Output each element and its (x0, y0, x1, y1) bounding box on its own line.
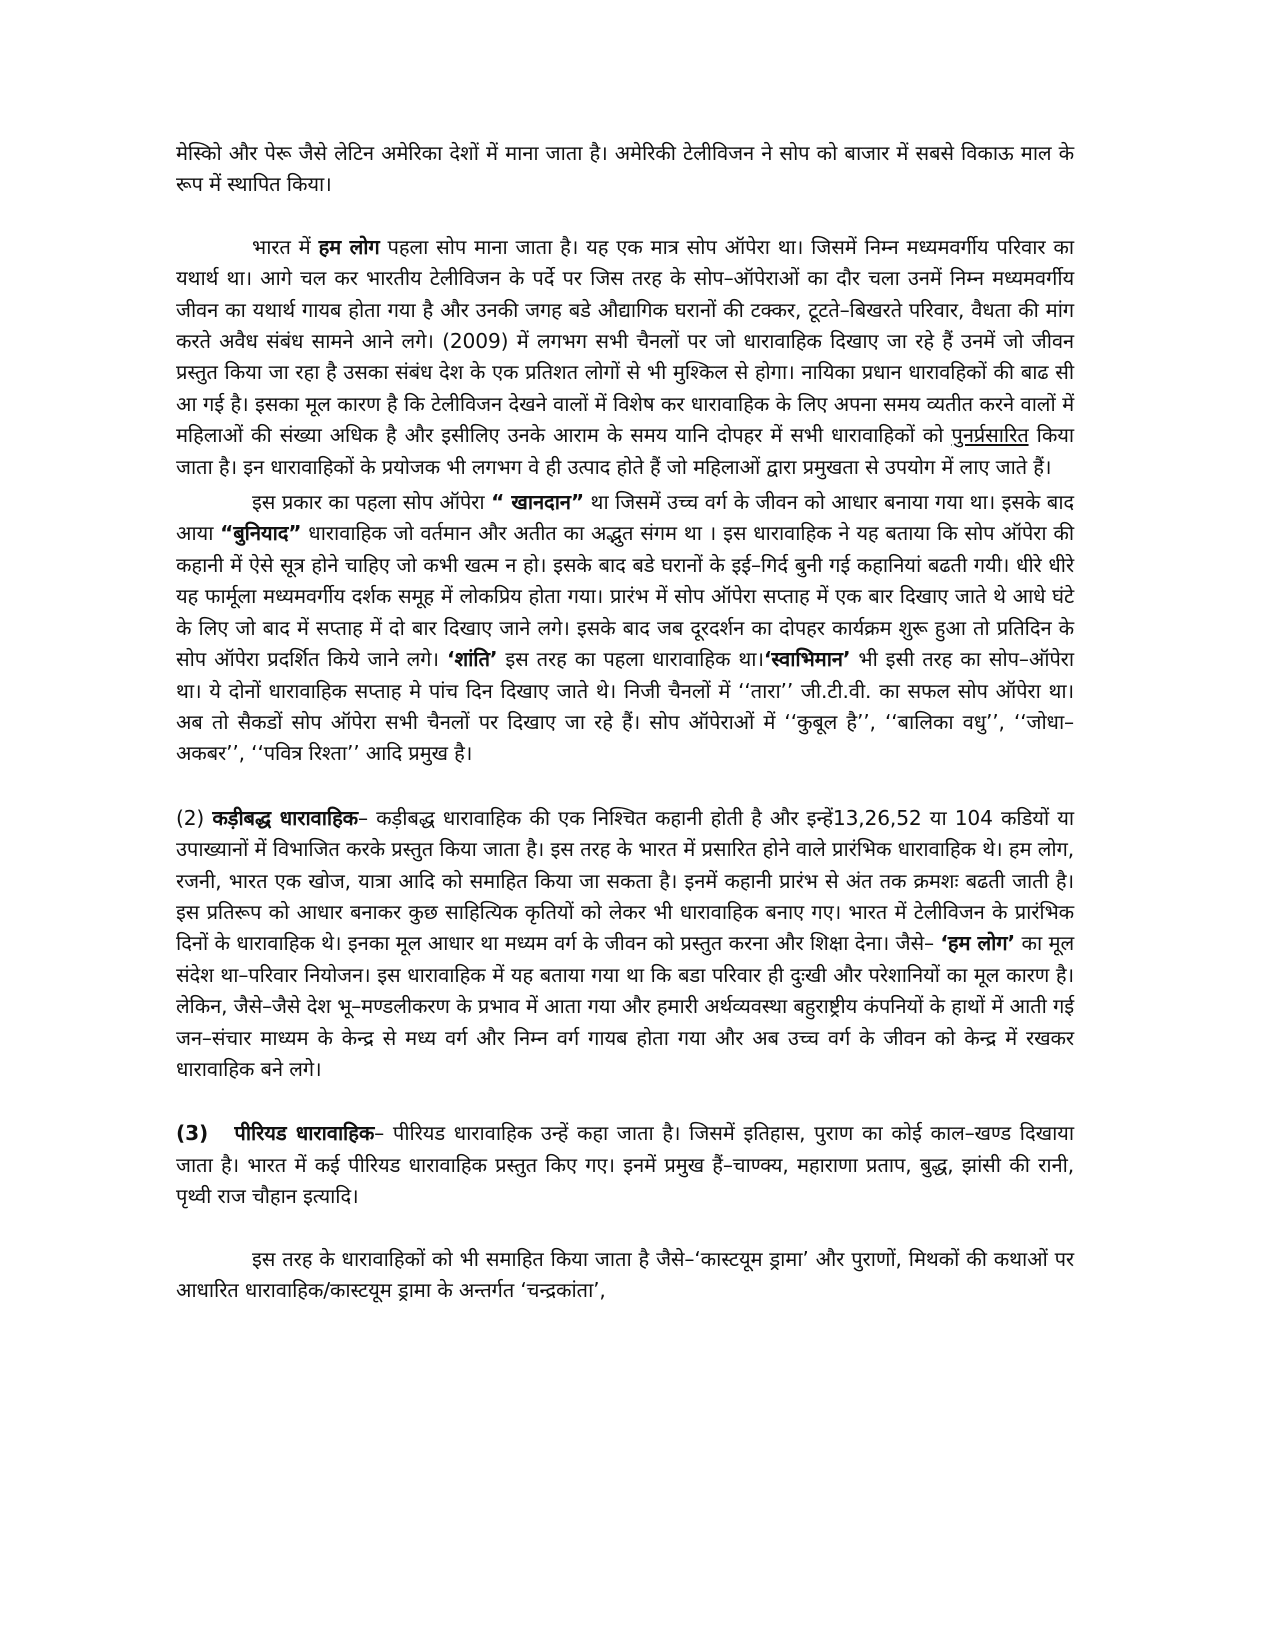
text-segment: इस प्रकार का पहला सोप ऑपेरा (252, 490, 492, 515)
section-heading: कड़ीबद्ध धारावाहिक (212, 805, 358, 830)
section-heading: पीरियड धारावाहिक (234, 1121, 375, 1146)
paragraph-serialized-dramas (176, 803, 1074, 1086)
text-segment: का मूल संदेश था–परिवार नियोजन। इस धारावाहिक में यह बताया गया था कि बडा परिवार ही दुःखी और परेशानियों का मूल कारण है। लेकिन, जैसे–जैसे देश भू–मण्डलीकरण के प्रभाव में आता गया और हमारी अर्थव्यवस्था बहुराष्ट्रीय कंपनियों के हाथों में आती गई जन–संचार माध्यम के केन्द्र से मध्य वर्ग और निम्न वर्ग गायब होता गया और अब उच्च वर्ग के जीवन को केन्द्र में रखकर धारावाहिक बने लगे। (176, 931, 1075, 1081)
text-segment: मेस्किो और पेरू जैसे लेटिन अमेरिका देशों में माना जाता है। अमेरिकी टेलीविजन ने सोप को बाजार में सबसे विकाऊ माल के रूप में स्थापित किया। (176, 141, 1074, 197)
text-segment: था जिसमें उच्च वर्ग के जीवन को आधार बनाया गया था। इसके बाद आया (176, 490, 1074, 546)
paragraph-hum-log (176, 232, 1074, 483)
bold-term: ‘स्वाभिमान’ (763, 647, 851, 672)
bold-term: हम लोग (318, 234, 380, 259)
text-segment: इस तरह का पहला धारावाहिक था। (497, 647, 764, 672)
text-segment: किया जाता है। इन धारावाहिकों के प्रयोजक भी लगभग वे ही उत्पाद होते हैं जो महिलाओं द्वारा प्रमुखता से उपयोग में लाए जाते हैं। (176, 423, 1075, 479)
text-segment: भी इसी तरह का सोप–ऑपेरा था। ये दोनों धारावाहिक सप्ताह मे पांच दिन दिखाए जाते थे। निजी चैनलों में ‘‘तारा’’ जी.टी.वी. का सफल सोप ऑपेरा था। अब तो सैकडों सोप ऑपेरा सभी चैनलों पर दिखाए जा रहे हैं। सोप ऑपेराओं में ‘‘कुबूल है’’, ‘‘बालिका वधु’’, ‘‘जोधा–अकबर’’, ‘‘पवित्र रिश्ता’’ आदि प्रमुख है। (176, 647, 1074, 766)
text-segment: भारत में (252, 234, 319, 259)
text-segment: – कड़ीबद्ध धारावाहिक की एक निश्चित कहानी होती है और इन्हें13,26,52 या 104 कडियों या उपाख्यानों में विभाजित करके प्रस्तुत किया जाता है। इस तरह के भारत में प्रसारित होने वाले प्रारंभिक धारावाहिक थे। हम लोग, रजनी, भारत एक खोज, यात्रा आदि को समाहित किया जा सकता है। इनमें कहानी प्रारंभ से अंत तक क्रमशः बढती जाती है। इस प्रतिरूप को आधार बनाकर कुछ साहित्यिक कृतियों को लेकर भी धारावाहिक बनाए गए। भारत में टेलीविजन के प्रारंभिक दिनों के धारावाहिक थे। इनका मूल आधार था मध्यम वर्ग के जीवन को प्रस्तुत करना और शिक्षा देना। जैसे– (176, 805, 1074, 956)
paragraph-intro-continuation (176, 138, 1074, 201)
paragraph-period-dramas (176, 1118, 1074, 1212)
text-segment: पहला सोप माना जाता है। यह एक मात्र सोप ऑपेरा था। जिसमें निम्न मध्यमवर्गीय परिवार का यथार्थ था। आगे चल कर भारतीय टेलीविजन के पर्दे पर जिस तरह के सोप–ऑपेराओं का दौर चला उनमें निम्न मध्यमवर्गीय जीवन का यथार्थ गायब होता गया है और उनकी जगह बडे औद्यागिक घरानों की टक्कर, टूटते–बिखरते परिवार, वैधता की मांग करते अवैध संबंध सामने आने लगे। (2009) में लगभग सभी चैनलों पर जो धारावाहिक दिखाए जा रहे हैं उनमें जो जीवन प्रस्तुत किया जा रहा है उसका संबंध देश के एक प्रतिशत लोगों से भी मुश्किल से होगा। नायिका प्रधान धारावहिकों की बाढ सी आ गई है। इसका मूल कारण है कि टेलीविजन देखने वालों में विशेष कर धारावाहिक के लिए अपना समय व्यतीत करने वालों में महिलाओं की संख्या अधिक है और इसीलिए उनके आराम के समय यानि दोपहर में सभी धारावाहिकों को (176, 234, 1074, 448)
paragraph-costume-drama (176, 1244, 1074, 1307)
text-segment: धारावाहिक जो वर्तमान और अतीत का अद्भुत संगम था । इस धारावाहिक ने यह बताया कि सोप ऑपेरा की कहानी में ऐसे सूत्र होने चाहिए जो कभी खत्म न हो। इसके बाद बडे घरानों के इई–गिर्द बुनी गई कहानियां बढती गयी। धीरे धीरे यह फार्मूला मध्यमवर्गीय दर्शक समूह में लोकप्रिय होता गया। प्रारंभ में सोप ऑपेरा सप्ताह में एक बार दिखाए जाते थे आधे घंटे के लिए जो बाद में सप्ताह में दो बार दिखाए जाने लगे। इसके बाद जब दूरदर्शन का दोपहर कार्यक्रम शुरू हुआ तो प्रतिदिन के सोप ऑपेरा प्रदर्शित किये जाने लगे। (176, 521, 1074, 672)
bold-term: “बुनियाद” (220, 521, 302, 546)
text-segment (208, 1121, 234, 1145)
bold-term: “ खानदान” (491, 490, 584, 515)
document-page (176, 138, 1074, 1306)
section-number: (3) (176, 1121, 209, 1146)
text-segment: – पीरियड धारावाहिक उन्हें कहा जाता है। जिसमें इतिहास, पुराण का कोई काल–खण्ड दिखाया जाता है। भारत में कई पीरियड धारावाहिक प्रस्तुत किए गए। इनमें प्रमुख हैं–चाण्क्य, महाराणा प्रताप, बुद्ध, झांसी की रानी, पृथ्वी राज चौहान इत्यादि। (176, 1121, 1075, 1209)
bold-term: ‘हम लोग’ (940, 931, 1015, 956)
bold-term: ‘शांति’ (446, 647, 498, 672)
text-segment: (2) (176, 805, 213, 830)
text-segment: इस तरह के धारावाहिकों को भी समाहित किया जाता है जैसे–‘कास्टयूम ड्रामा’ और पुराणों, मिथकों की कथाओं पर आधारित धारावाहिक/कास्टयूम ड्रामा के अन्तर्गत ‘चन्द्रकांता’, (176, 1246, 1074, 1302)
paragraph-first-soap-opera (176, 487, 1074, 770)
underlined-term: पुनर्प्रसारित (951, 423, 1029, 448)
